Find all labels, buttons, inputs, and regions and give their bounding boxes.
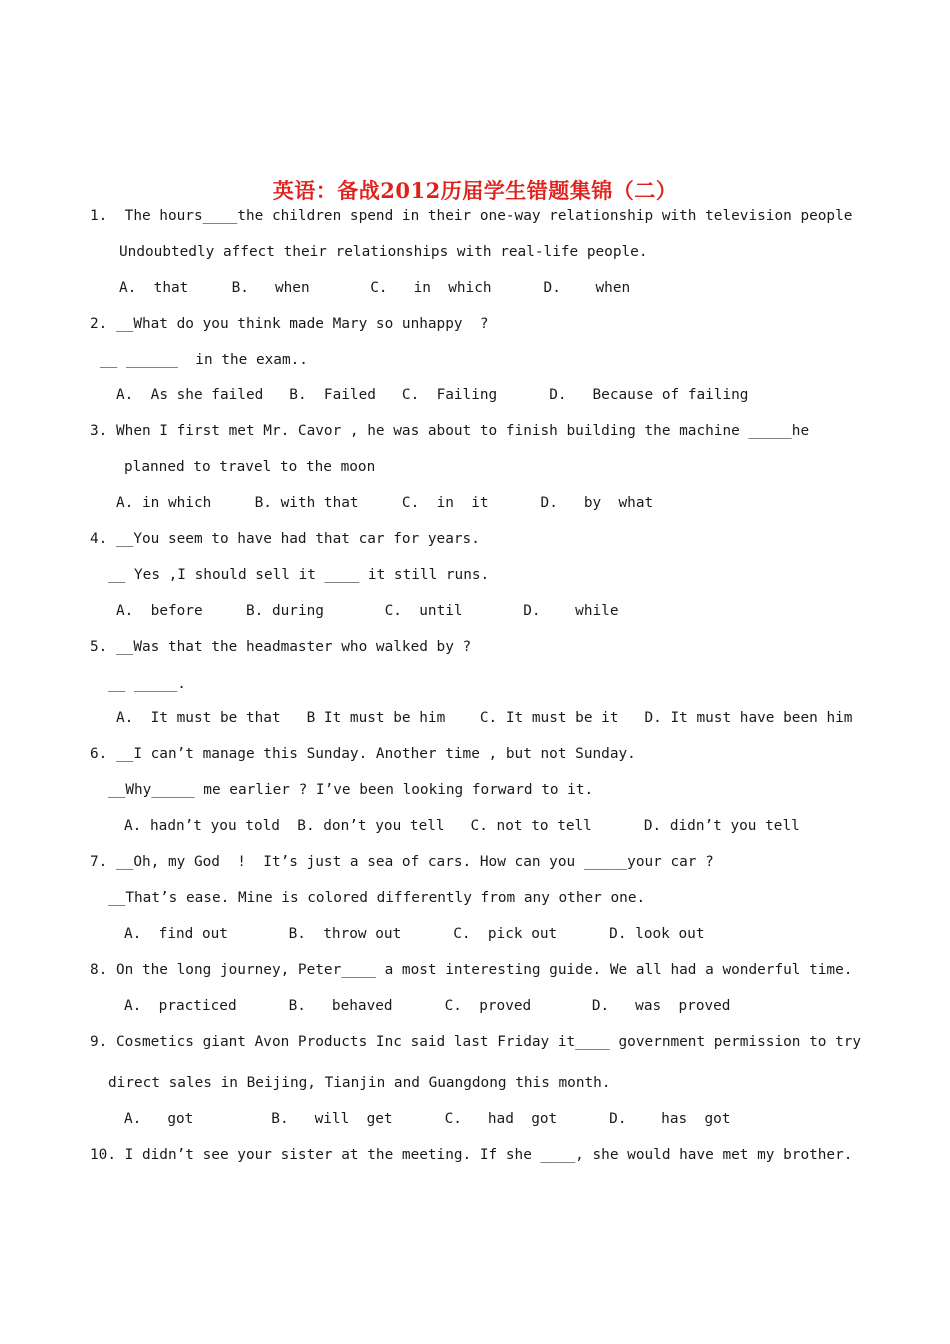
question-6-stem-line-2: __Why_____ me earlier ? I’ve been looking forward to it. — [108, 782, 594, 798]
question-7-options: A. find out B. throw out C. pick out D. look out — [124, 926, 705, 942]
question-3-stem-line-2: planned to travel to the moon — [124, 459, 376, 475]
question-8-options: A. practiced B. behaved C. proved D. was proved — [124, 998, 731, 1014]
question-6-stem-line-1: 6. __I can’t manage this Sunday. Another time , but not Sunday. — [90, 746, 636, 762]
question-7-stem-line-1: 7. __Oh, my God ! It’s just a sea of cars. How can you _____your car ? — [90, 854, 714, 870]
question-4-stem-line-2: __ Yes ,I should sell it ____ it still runs. — [108, 567, 490, 583]
question-3-options: A. in which B. with that C. in it D. by what — [116, 495, 654, 511]
question-10-stem-line-1: 10. I didn’t see your sister at the meeting. If she ____, she would have met my brother. — [90, 1147, 853, 1163]
question-1-stem-line-1: 1. The hours____the children spend in their one-way relationship with television people — [90, 208, 853, 224]
question-9-stem-line-2: direct sales in Beijing, Tianjin and Guangdong this month. — [108, 1075, 611, 1091]
question-2-stem-line-1: 2. __What do you think made Mary so unhappy ? — [90, 316, 489, 332]
question-2-stem-line-2: __ ______ in the exam.. — [100, 352, 308, 368]
question-5-stem-line-1: 5. __Was that the headmaster who walked by ? — [90, 639, 472, 655]
question-9-options: A. got B. will get C. had got D. has got — [124, 1111, 731, 1127]
question-4-options: A. before B. during C. until D. while — [116, 603, 619, 619]
question-5-stem-line-2: __ _____. — [108, 676, 186, 692]
page-title: 英语：备战2012历届学生错题集锦（二） — [272, 178, 678, 203]
question-8-stem-line-1: 8. On the long journey, Peter____ a most interesting guide. We all had a wonderful time. — [90, 962, 853, 978]
question-5-options: A. It must be that B It must be him C. It must be it D. It must have been him — [116, 710, 853, 726]
question-6-options: A. hadn’t you told B. don’t you tell C. not to tell D. didn’t you tell — [124, 818, 800, 834]
question-2-options: A. As she failed B. Failed C. Failing D. Because of failing — [116, 387, 749, 403]
question-4-stem-line-1: 4. __You seem to have had that car for years. — [90, 531, 480, 547]
question-1-options: A. that B. when C. in which D. when — [119, 280, 631, 296]
question-1-stem-line-2: Undoubtedly affect their relationships with real-life people. — [119, 244, 648, 260]
question-3-stem-line-1: 3. When I first met Mr. Cavor , he was about to finish building the machine _____he — [90, 423, 810, 439]
question-7-stem-line-2: __That’s ease. Mine is colored differently from any other one. — [108, 890, 646, 906]
question-9-stem-line-1: 9. Cosmetics giant Avon Products Inc said last Friday it____ government permission to try — [90, 1034, 862, 1050]
